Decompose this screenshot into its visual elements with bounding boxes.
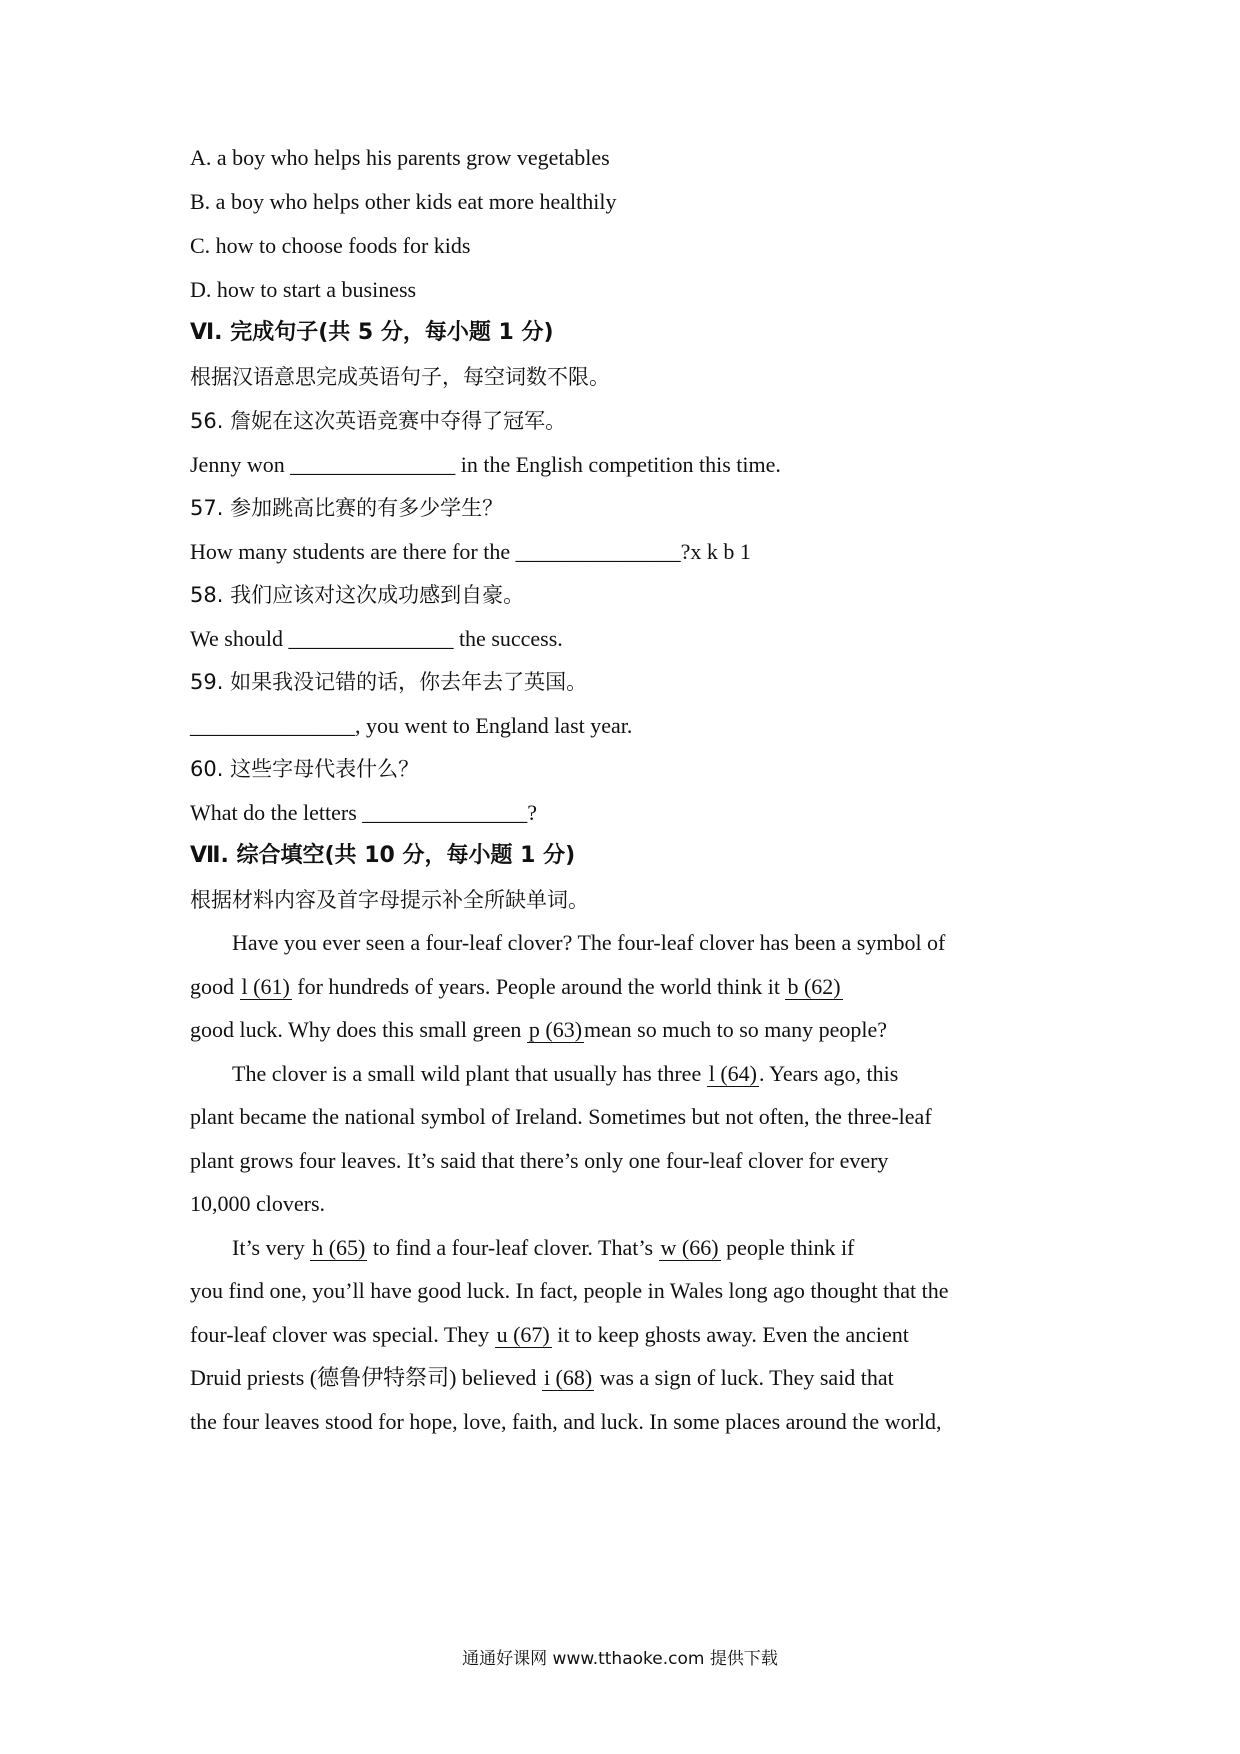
passage-line: the four leaves stood for hope, love, faith, and luck. In some places around the world, <box>190 1409 942 1434</box>
passage-line <box>232 1059 898 1089</box>
passage-line: 10,000 clovers. <box>190 1191 326 1216</box>
passage-text: . Years ago, this <box>758 1061 899 1086</box>
passage-text: was a sign of luck. They said that <box>594 1365 894 1390</box>
passage-text: people think if <box>720 1235 855 1260</box>
q60-chinese: 60. 这些字母代表什么？ <box>190 757 420 781</box>
passage-line: plant grows four leaves. It’s said that there’s only one four-leaf clover for every <box>190 1148 889 1173</box>
section-6-instruction: 根据汉语意思完成英语句子，每空词数不限。 <box>190 365 610 389</box>
section-6-heading: Ⅵ. 完成句子(共 5 分，每小题 1 分) <box>190 320 554 345</box>
q60-english: What do the letters _______________? <box>190 800 538 825</box>
passage-text: Druid priests (德鲁伊特祭司) believed <box>190 1365 542 1390</box>
q57-chinese: 57. 参加跳高比赛的有多少学生？ <box>190 496 504 520</box>
q57-english: How many students are there for the _______________?x k b 1 <box>190 539 751 564</box>
q59-chinese: 59. 如果我没记错的话，你去年去了英国。 <box>190 670 588 694</box>
blank-68: i (68) <box>543 1365 593 1390</box>
blank-63: p (63) <box>528 1017 583 1042</box>
passage-text: good <box>190 974 240 999</box>
passage-text: it to keep ghosts away. Even the ancient <box>551 1322 909 1347</box>
document-page <box>190 0 1070 1754</box>
blank-64: l (64) <box>708 1061 757 1086</box>
passage-text: mean so much to so many people? <box>584 1017 888 1042</box>
section-7-heading: Ⅶ. 综合填空(共 10 分，每小题 1 分) <box>190 843 576 868</box>
section-7-instruction: 根据材料内容及首字母提示补全所缺单词。 <box>190 888 589 912</box>
passage-text: good luck. Why does this small green <box>190 1017 527 1042</box>
option-a: A. a boy who helps his parents grow vegetables <box>190 145 610 170</box>
option-d: D. how to start a business <box>190 277 417 302</box>
passage-text: It’s very <box>232 1235 311 1260</box>
option-c: C. how to choose foods for kids <box>190 233 471 258</box>
blank-66: w (66) <box>660 1235 719 1260</box>
blank-65: h (65) <box>312 1235 366 1260</box>
q58-chinese: 58. 我们应该对这次成功感到自豪。 <box>190 583 525 607</box>
passage-line: you find one, you’ll have good luck. In fact, people in Wales long ago thought that the <box>190 1278 949 1303</box>
passage-line <box>190 1015 887 1045</box>
passage-line: plant became the national symbol of Ireland. Sometimes but not often, the three-leaf <box>190 1104 932 1129</box>
passage-text: for hundreds of years. People around the world think it <box>291 974 786 999</box>
passage-line <box>190 972 843 1002</box>
q59-english: _______________, you went to England last year. <box>190 713 633 738</box>
passage-text: The clover is a small wild plant that usually has three <box>232 1061 707 1086</box>
passage-line <box>190 1320 909 1350</box>
passage-text: to find a four-leaf clover. That’s <box>367 1235 659 1260</box>
passage-line <box>232 1233 854 1263</box>
blank-62: b (62) <box>787 974 841 999</box>
q58-english: We should _______________ the success. <box>190 626 563 651</box>
q56-chinese: 56. 詹妮在这次英语竞赛中夺得了冠军。 <box>190 409 567 433</box>
passage-line: Have you ever seen a four-leaf clover? The four-leaf clover has been a symbol of <box>232 930 946 955</box>
passage-line <box>190 1363 894 1393</box>
blank-61: l (61) <box>241 974 290 999</box>
option-b: B. a boy who helps other kids eat more healthily <box>190 189 617 214</box>
passage-text: four-leaf clover was special. They <box>190 1322 495 1347</box>
blank-67: u (67) <box>496 1322 550 1347</box>
page-footer: 通通好课网 www.tthaoke.com 提供下载 <box>462 1649 778 1669</box>
q56-english: Jenny won _______________ in the English competition this time. <box>190 452 781 477</box>
